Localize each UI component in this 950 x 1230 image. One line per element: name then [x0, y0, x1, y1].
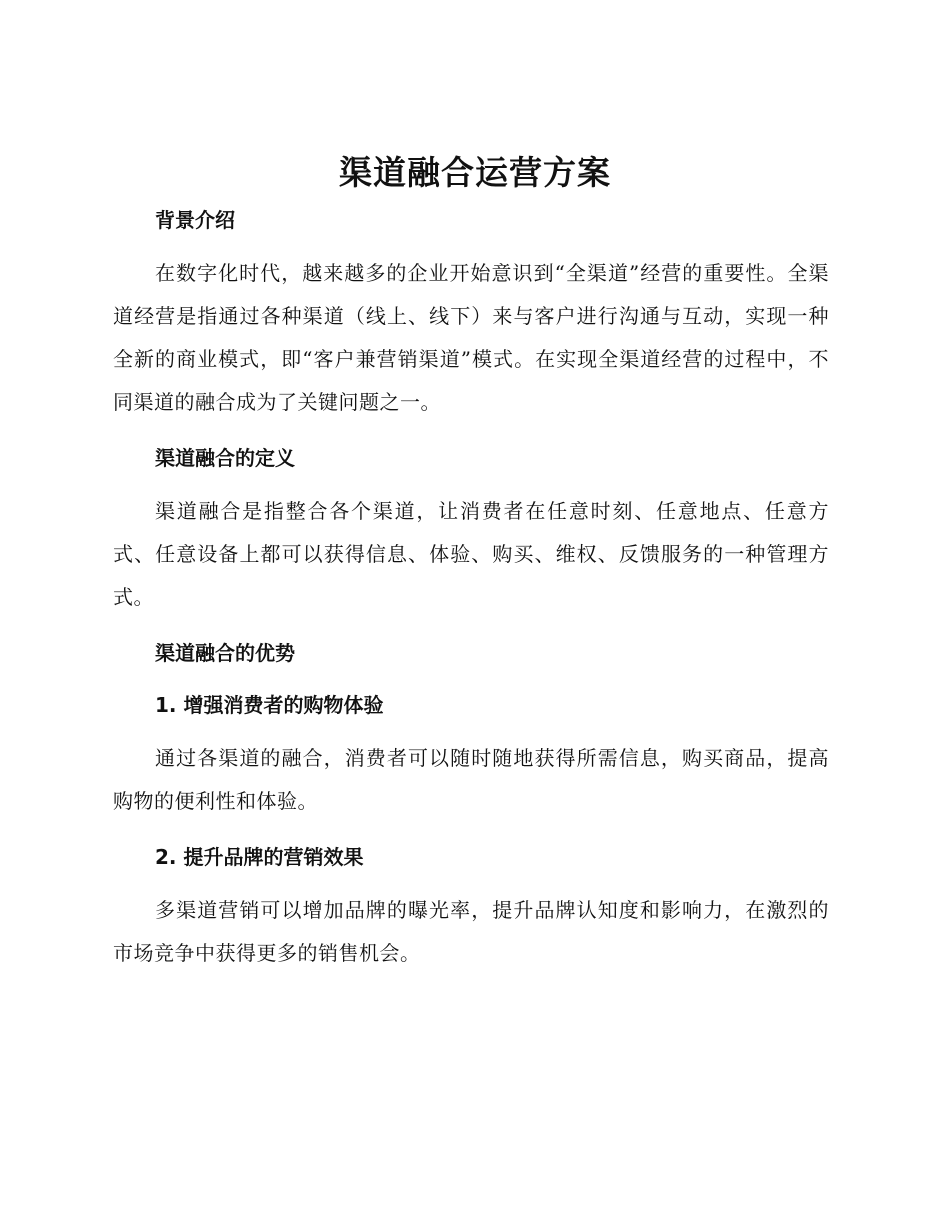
subsection-paragraph-marketing: 多渠道营销可以增加品牌的曝光率，提升品牌认知度和影响力，在激烈的市场竞争中获得更多的销售机会。 — [113, 898, 829, 965]
document-body — [113, 200, 829, 975]
document-title: 渠道融合运营方案 — [339, 153, 611, 192]
section-heading-definition: 渠道融合的定义 — [155, 446, 295, 470]
subsection-heading-experience: 1. 增强消费者的购物体验 — [155, 693, 384, 717]
subsection-paragraph-experience: 通过各渠道的融合，消费者可以随时随地获得所需信息，购买商品，提高购物的便利性和体验。 — [113, 746, 829, 813]
section-heading-background: 背景介绍 — [155, 208, 235, 232]
section-paragraph-definition: 渠道融合是指整合各个渠道，让消费者在任意时刻、任意地点、任意方式、任意设备上都可以获得信息、体验、购买、维权、反馈服务的一种管理方式。 — [113, 499, 829, 609]
subsection-heading-marketing: 2. 提升品牌的营销效果 — [155, 845, 364, 869]
section-heading-advantages: 渠道融合的优势 — [155, 641, 295, 665]
section-paragraph-background: 在数字化时代，越来越多的企业开始意识到“全渠道”经营的重要性。全渠道经营是指通过各种渠道（线上、线下）来与客户进行沟通与互动，实现一种全新的商业模式，即“客户兼营销渠道”模式。在实现全渠道经营的过程中，不同渠道的融合成为了关键问题之一。 — [113, 261, 829, 414]
